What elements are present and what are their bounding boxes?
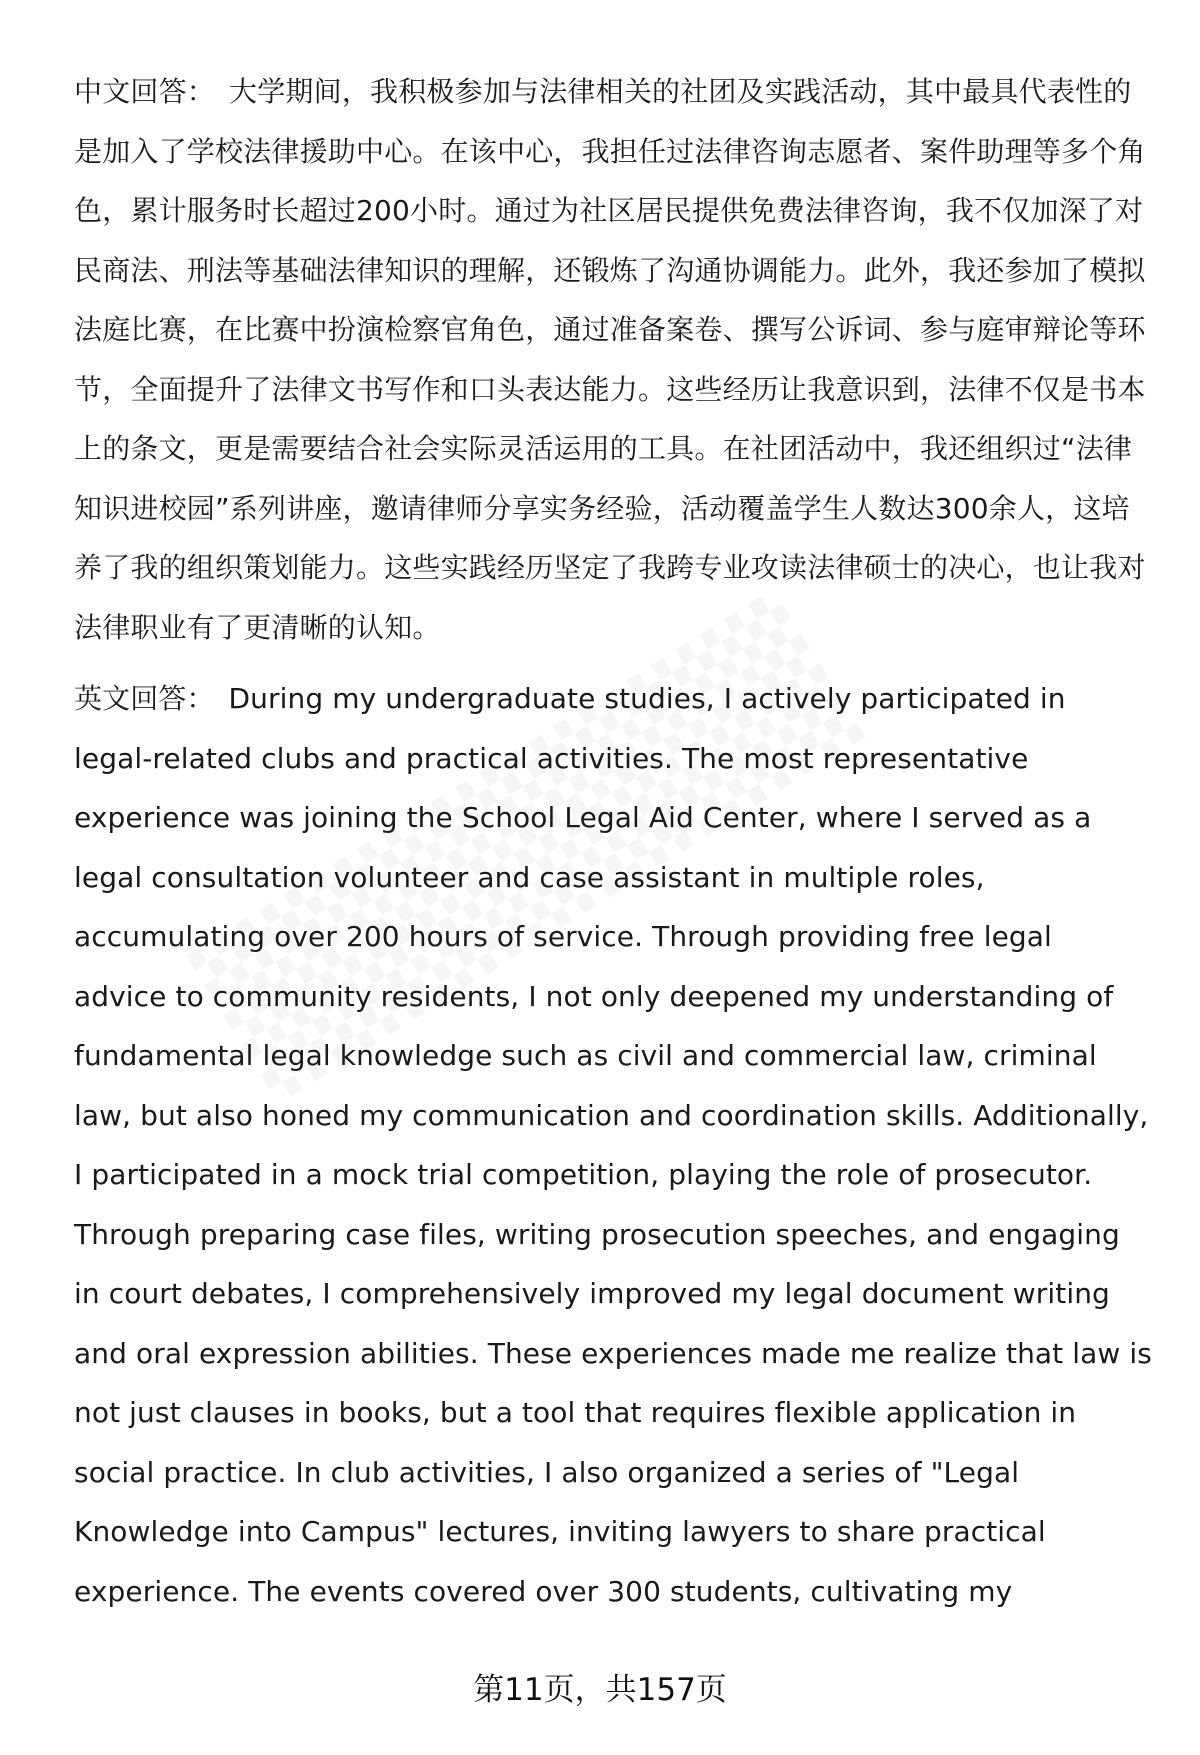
english-answer-paragraph — [74, 669, 1152, 1621]
chinese-answer-paragraph — [74, 62, 1152, 657]
english-answer-label: 英文回答： — [74, 682, 215, 715]
chinese-answer-label: 中文回答： — [74, 75, 216, 108]
page-indicator: 第11页，共157页 — [473, 1672, 727, 1708]
english-answer-text: During my undergraduate studies, I actively participated in legal-related clubs and practical activities. The most representative experience was joining the School Legal Aid Center, where I served as a legal consultation volunteer and case assistant in multiple roles, accumulating over 200 hours of service. Through providing free legal advice to community residents, I not only deepened my understanding of fundamental legal knowledge such as civil and commercial law, criminal law, but also honed my communication and coordination skills. Additionally, I participated in a mock trial competition, playing the role of prosecutor. Through preparing case files, writing prosecution speeches, and engaging in court debates, I comprehensively improved my legal document writing and oral expression abilities. These experiences made me realize that law is not just clauses in books, but a tool that requires flexible application in social practice. In club activities, I also organized a series of "Legal Knowledge into Campus" lectures, inviting lawyers to share practical experience. The events covered over 300 students, cultivating my — [74, 682, 1152, 1608]
document-body — [74, 62, 1152, 1621]
chinese-answer-text: 大学期间，我积极参加与法律相关的社团及实践活动，其中最具代表性的是加入了学校法律援助中心。在该中心，我担任过法律咨询志愿者、案件助理等多个角色，累计服务时长超过200小时。通过为社区居民提供免费法律咨询，我不仅加深了对民商法、刑法等基础法律知识的理解，还锻炼了沟通协调能力。此外，我还参加了模拟法庭比赛，在比赛中扮演检察官角色，通过准备案卷、撰写公诉词、参与庭审辩论等环节，全面提升了法律文书写作和口头表达能力。这些经历让我意识到，法律不仅是书本上的条文，更是需要结合社会实际灵活运用的工具。在社团活动中，我还组织过“法律知识进校园”系列讲座，邀请律师分享实务经验，活动覆盖学生人数达300余人，这培养了我的组织策划能力。这些实践经历坚定了我跨专业攻读法律硕士的决心，也让我对法律职业有了更清晰的认知。 — [74, 75, 1146, 644]
